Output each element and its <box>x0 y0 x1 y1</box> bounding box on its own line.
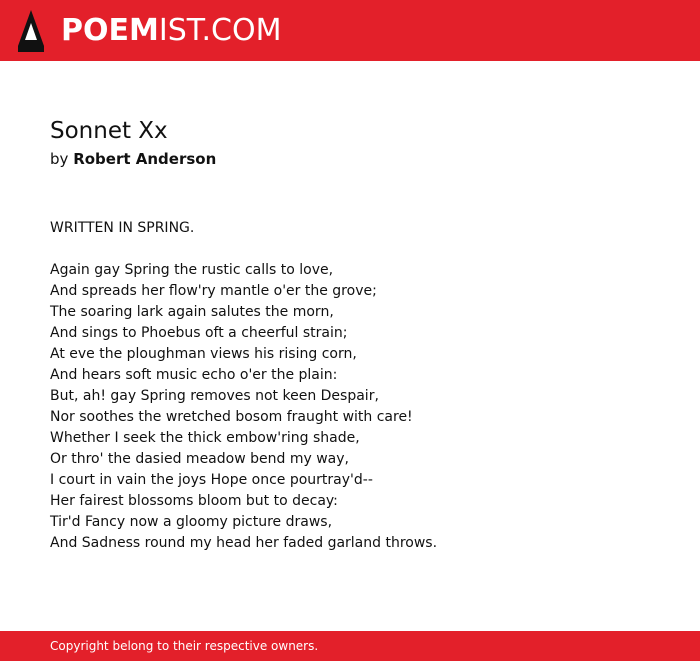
byline-prefix: by <box>50 150 69 168</box>
poem-line: And spreads her flow'ry mantle o'er the grove; <box>50 283 377 299</box>
poem-line: Again gay Spring the rustic calls to love, <box>50 262 334 278</box>
copyright-notice: Copyright belong to their respective owners. <box>50 639 319 653</box>
poem-line: Or thro' the dasied meadow bend my way, <box>50 451 349 467</box>
site-header <box>0 0 700 61</box>
poem-body <box>50 218 670 554</box>
poem-line: And sings to Phoebus oft a cheerful strain; <box>50 325 348 341</box>
poem-author: Robert Anderson <box>73 150 217 168</box>
logo-text-bold: POEM <box>61 13 159 48</box>
poem-line: But, ah! gay Spring removes not keen Despair, <box>50 388 379 404</box>
poem-line: The soaring lark again salutes the morn, <box>50 304 334 320</box>
poem-byline <box>50 147 670 171</box>
poem-line: At eve the ploughman views his rising corn, <box>50 346 357 362</box>
site-logo-link[interactable] <box>18 9 281 53</box>
logo-text-light: IST.COM <box>158 13 282 48</box>
poem-line: And hears soft music echo o'er the plain: <box>50 367 338 383</box>
poem-header <box>50 115 670 171</box>
site-footer <box>0 631 700 661</box>
poem-line: Nor soothes the wretched bosom fraught with care! <box>50 409 413 425</box>
poem-heading: WRITTEN IN SPRING. <box>50 220 195 236</box>
poem-line: Whether I seek the thick embow'ring shade, <box>50 430 360 446</box>
poem-title: Sonnet Xx <box>50 118 168 144</box>
pencil-tip-icon <box>18 10 44 52</box>
site-logo-text <box>61 9 281 53</box>
poem-line: And Sadness round my head her faded garland throws. <box>50 535 438 551</box>
poem-line: I court in vain the joys Hope once pourtray'd-- <box>50 472 373 488</box>
poem-line: Tir'd Fancy now a gloomy picture draws, <box>50 514 333 530</box>
poem-line: Her fairest blossoms bloom but to decay: <box>50 493 338 509</box>
